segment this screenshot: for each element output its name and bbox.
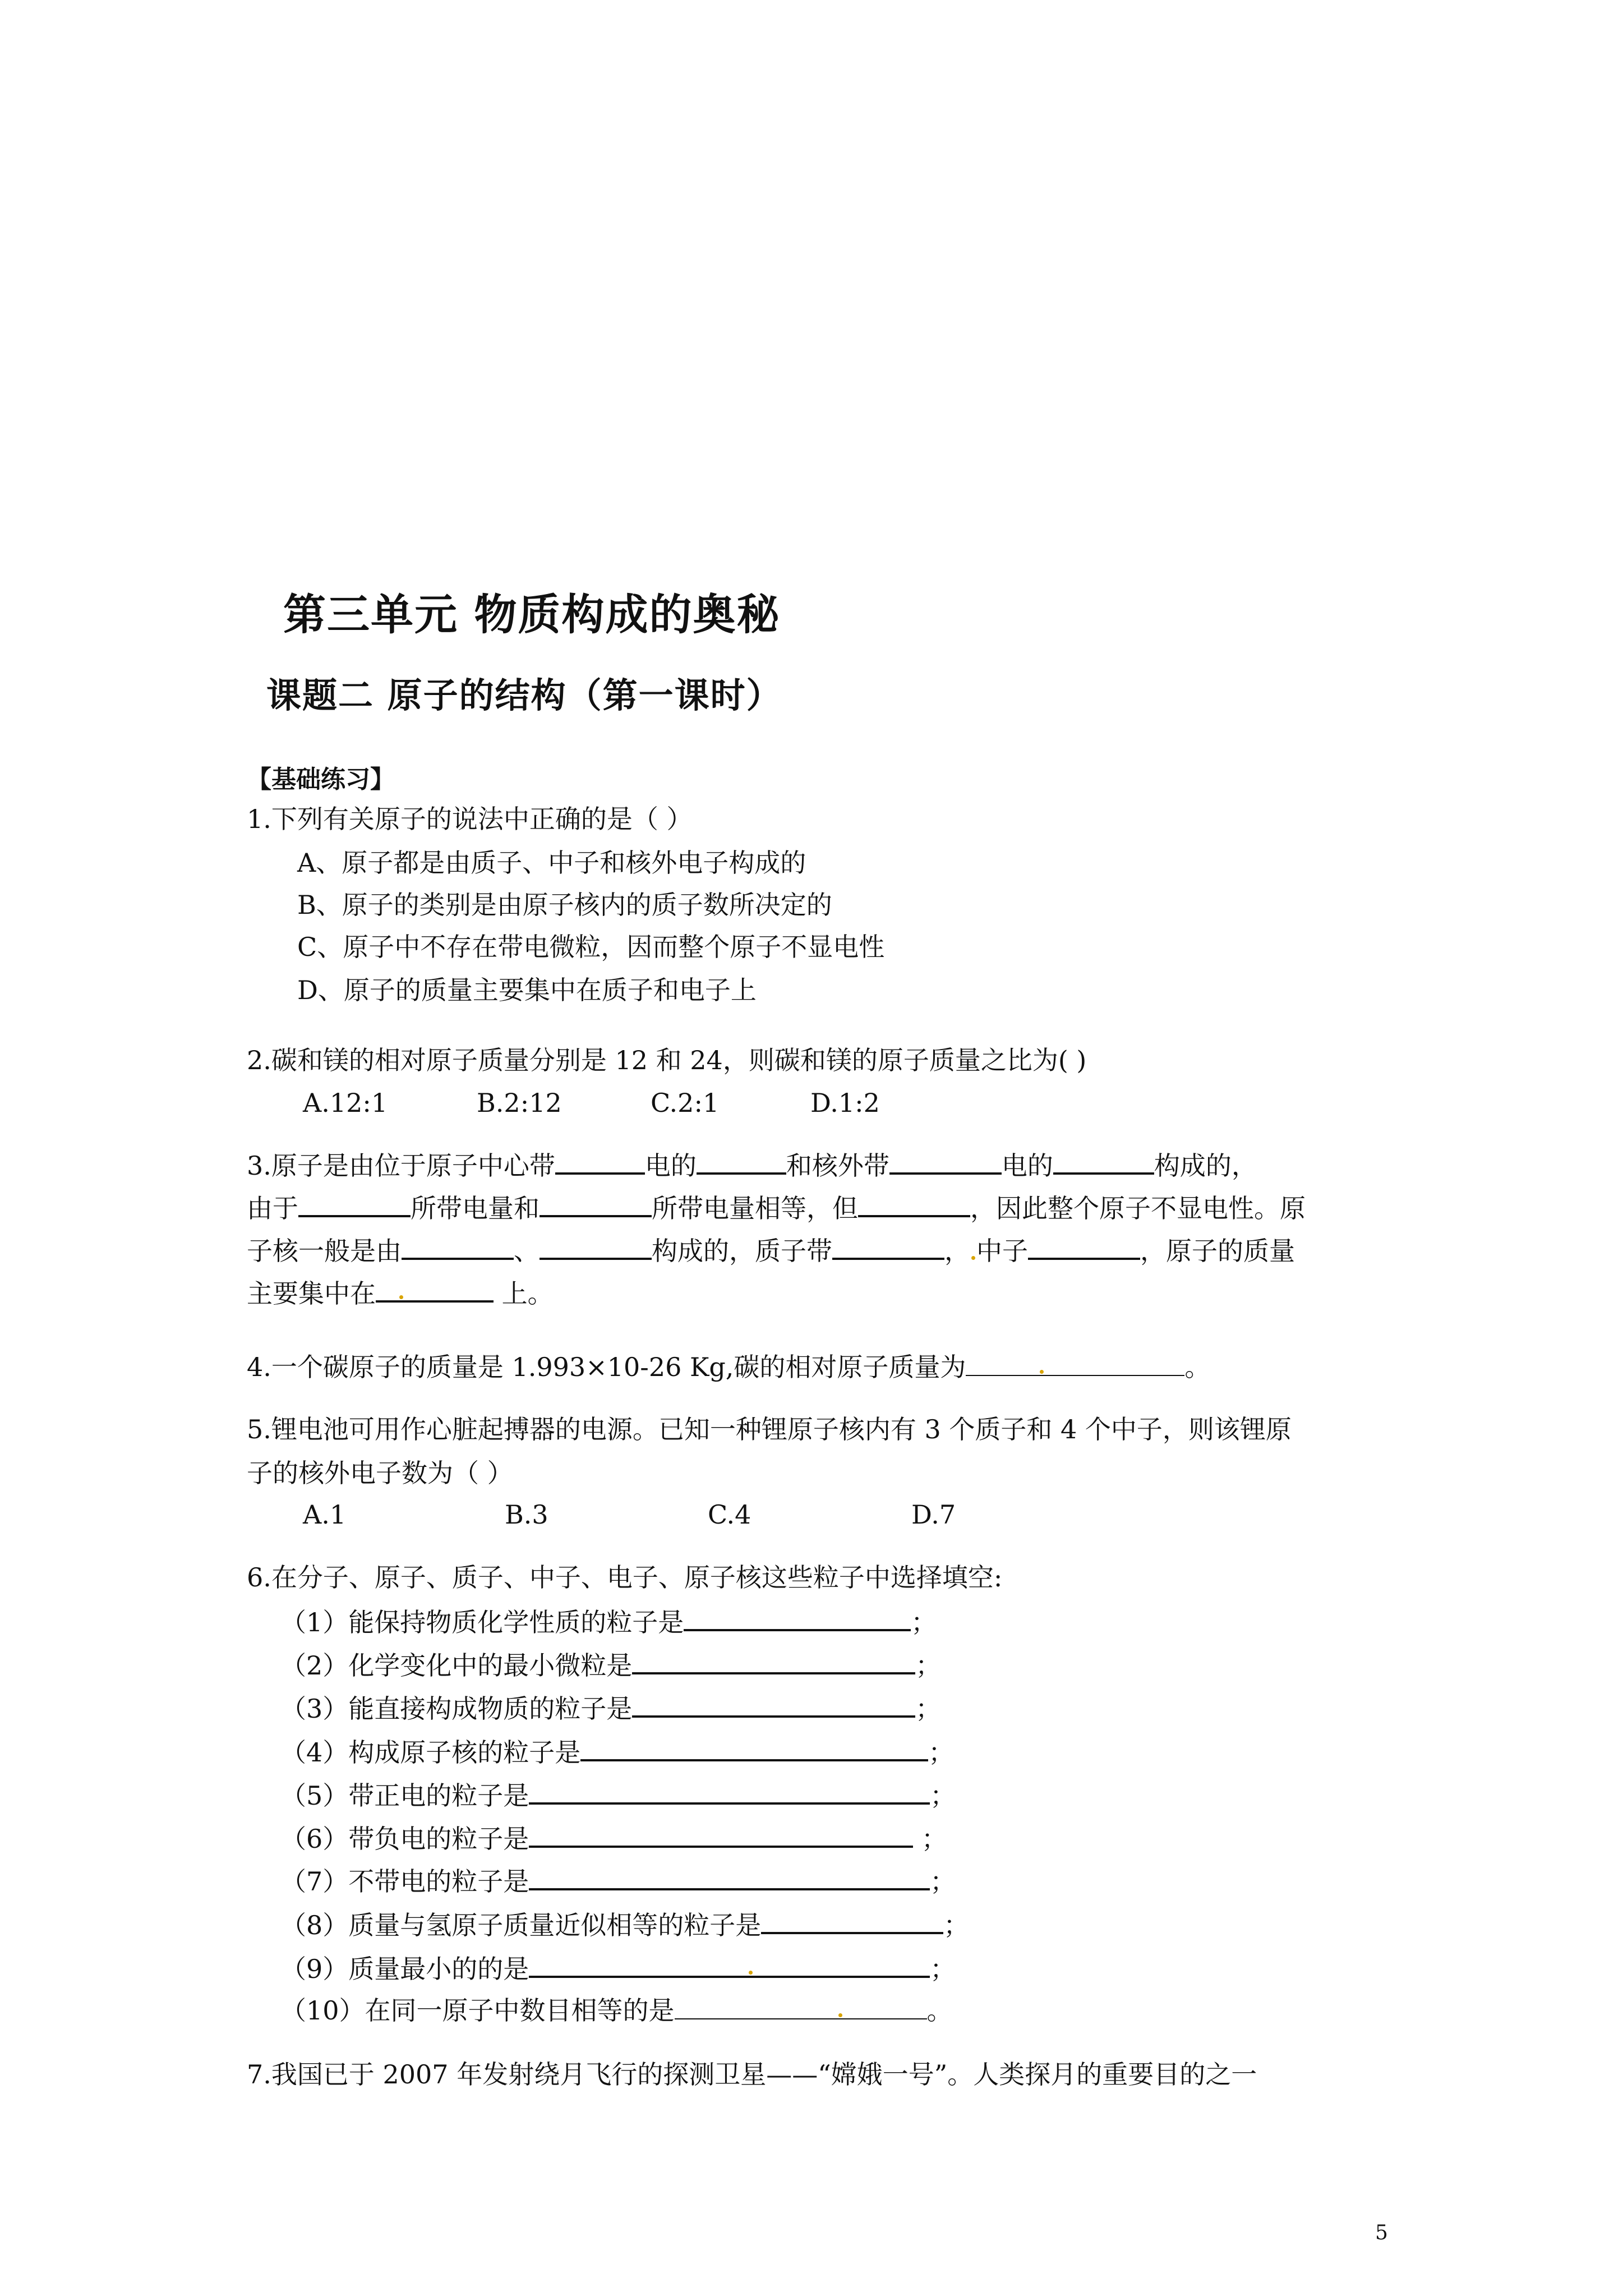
q6-blank-2[interactable] [632, 1646, 915, 1674]
q3-text: 构成的，质子带 [652, 1236, 832, 1266]
q3-blank-1[interactable] [555, 1147, 645, 1175]
q3-text: 电的 [1001, 1151, 1053, 1181]
q3-text: 所带电量和 [411, 1193, 540, 1223]
q6-item-end: ； [930, 1954, 956, 1984]
q3-text: ， [944, 1236, 970, 1266]
q6-item-label: （4）构成原子核的粒子是 [280, 1737, 581, 1768]
q5-option-d: D.7 [911, 1499, 956, 1530]
q6-item-label: （8）质量与氢原子质量近似相等的粒子是 [280, 1910, 762, 1940]
q3-text: ，因此整个原子不显电性。原 [970, 1193, 1306, 1223]
q6-item [280, 1862, 956, 1898]
q3-blank-3[interactable] [889, 1147, 1002, 1175]
q6-stem: 6.在分子、原子、质子、中子、电子、原子核这些粒子中选择填空: [247, 1562, 1003, 1593]
q2-option-d: D.1:2 [810, 1088, 880, 1118]
q3-text: 3.原子是由位于原子中心带 [247, 1151, 555, 1181]
q4-line [247, 1349, 1210, 1384]
q3-text: 主要集中在 [247, 1278, 376, 1309]
q6-item-label: （10）在同一原子中数目相等的是 [280, 1995, 675, 2026]
q5-option-a: A.1 [303, 1499, 347, 1530]
q4-blank[interactable] [966, 1349, 1184, 1376]
q1-option-d: D、原子的质量主要集中在质子和电子上 [297, 975, 757, 1005]
q6-blank-8[interactable] [761, 1906, 943, 1934]
q3-text: 和核外带 [786, 1151, 889, 1181]
q1-stem: 1.下列有关原子的说法中正确的是（ ） [247, 804, 693, 834]
q2-option-c: C.2:1 [651, 1088, 720, 1118]
q6-item-end: ； [915, 1694, 942, 1724]
q6-item-label: （3）能直接构成物质的粒子是 [280, 1694, 633, 1724]
q6-blank-10[interactable] [675, 1993, 927, 2019]
ink-dot [1040, 1370, 1044, 1374]
q3-blank-4[interactable] [1053, 1147, 1154, 1175]
q2-option-a: A.12:1 [303, 1088, 388, 1118]
q3-text: ，原子的质量 [1140, 1236, 1295, 1266]
q6-item-label: （7）不带电的粒子是 [280, 1866, 529, 1897]
ink-dot [971, 1256, 975, 1260]
q6-item [280, 1950, 956, 1986]
q3-blank-7[interactable] [858, 1189, 970, 1217]
q3-blank-9[interactable] [540, 1232, 652, 1260]
q1-option-c: C、原子中不存在带电微粒，因而整个原子不显电性 [297, 932, 885, 962]
q6-blank-3[interactable] [632, 1690, 915, 1718]
q6-blank-4[interactable] [580, 1733, 928, 1761]
q3-paragraph [247, 1144, 1408, 1315]
q6-item-label: （1）能保持物质化学性质的粒子是 [280, 1607, 684, 1637]
q3-text: 电的 [644, 1151, 697, 1181]
q6-item-end: ； [930, 1866, 956, 1897]
q6-item [280, 1906, 969, 1942]
q5-line-1: 5.锂电池可用作心脏起搏器的电源。已知一种锂原子核内有 3 个质子和 4 个中子，则该锂原 [247, 1414, 1292, 1444]
q6-item-end: ； [915, 1650, 942, 1681]
q3-blank-10[interactable] [832, 1232, 944, 1260]
q5-option-b: B.3 [505, 1499, 548, 1530]
q2-stem: 2.碳和镁的相对原子质量分别是 12 和 24，则碳和镁的原子质量之比为( ) [247, 1045, 1087, 1075]
q1-option-a: A、原子都是由质子、中子和核外电子构成的 [297, 848, 806, 878]
q6-item [280, 1777, 956, 1812]
q6-item [280, 1733, 954, 1769]
q6-item-end: ； [943, 1910, 970, 1940]
q6-blank-6[interactable] [529, 1820, 913, 1848]
q6-item-label: （9）质量最小的的是 [280, 1954, 529, 1984]
q6-item [280, 1993, 953, 2027]
q3-text: 中子 [976, 1236, 1028, 1266]
q6-blank-1[interactable] [684, 1603, 911, 1631]
q2-option-b: B.2:12 [477, 1088, 562, 1118]
q3-blank-2[interactable] [697, 1147, 786, 1175]
q6-item-label: （2）化学变化中的最小微粒是 [280, 1650, 633, 1681]
q6-item-end: 。 [926, 1995, 953, 2026]
unit-title: 第三单元 物质构成的奥秘 [283, 590, 781, 639]
q6-blank-7[interactable] [529, 1862, 930, 1890]
q3-text: 、 [514, 1236, 540, 1266]
q6-blank-5[interactable] [529, 1777, 930, 1805]
q3-blank-6[interactable] [540, 1189, 652, 1217]
q6-item-end: ； [928, 1737, 955, 1768]
q3-blank-5[interactable] [298, 1189, 411, 1217]
q3-text: 由于 [247, 1193, 298, 1223]
page-number: 5 [1375, 2221, 1388, 2244]
q7-line-1: 7.我国已于 2007 年发射绕月飞行的探测卫星——“嫦娥一号”。人类探月的重要目的之一 [247, 2059, 1257, 2090]
q3-blank-12[interactable] [376, 1274, 494, 1303]
q5-line-2: 子的核外电子数为（ ） [247, 1458, 513, 1488]
q3-blank-11[interactable] [1028, 1232, 1140, 1260]
q3-text: 所带电量相等，但 [652, 1193, 858, 1223]
q6-item [280, 1603, 937, 1639]
q3-blank-8[interactable] [402, 1232, 514, 1260]
ink-dot [838, 2013, 842, 2017]
q6-item-end: ； [921, 1824, 947, 1854]
ink-dot [749, 1971, 753, 1975]
q6-item [280, 1646, 941, 1682]
q6-item-label: （5）带正电的粒子是 [280, 1780, 529, 1811]
q1-option-b: B、原子的类别是由原子核内的质子数所决定的 [297, 890, 832, 920]
q5-option-c: C.4 [708, 1499, 751, 1530]
q3-text: 上。 [501, 1278, 554, 1309]
section-heading: 【基础练习】 [247, 765, 395, 794]
q6-item [280, 1820, 947, 1856]
q6-item-end: ； [930, 1780, 956, 1811]
q3-text: 子核一般是由 [247, 1236, 402, 1266]
q6-item-label: （6）带负电的粒子是 [280, 1824, 529, 1854]
q4-text: 4.一个碳原子的质量是 1.993×10-26 Kg,碳的相对原子质量为 [247, 1352, 966, 1382]
q6-item [280, 1690, 941, 1726]
ink-dot [399, 1295, 403, 1299]
q4-text: 。 [1184, 1352, 1211, 1382]
q6-item-end: ； [911, 1607, 937, 1637]
lesson-title: 课题二 原子的结构（第一课时） [266, 675, 782, 716]
q6-blank-9[interactable] [529, 1950, 930, 1978]
q3-text: 构成的， [1154, 1151, 1257, 1181]
